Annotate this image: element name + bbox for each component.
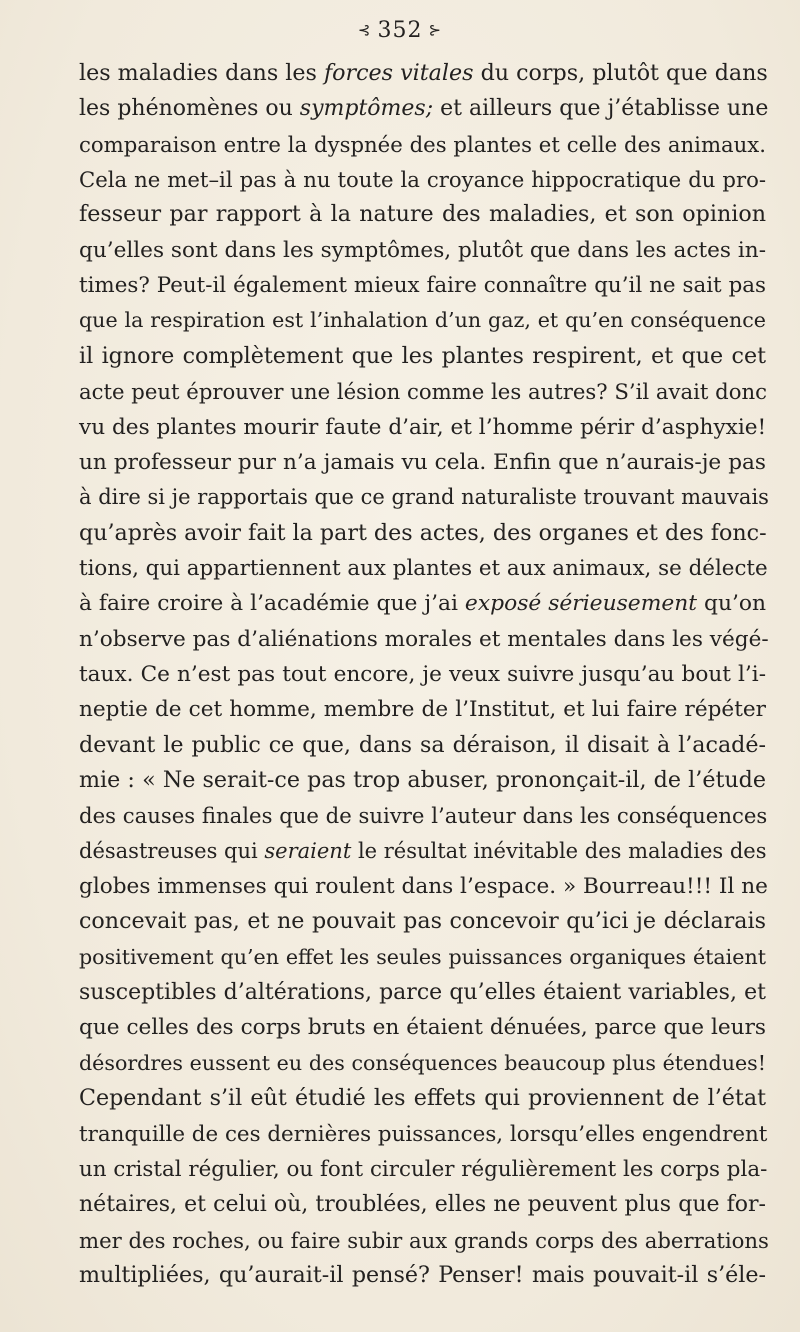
text-run: nétaires, et celui où, troublées, elles ne peuvent plus que for- — [79, 1192, 766, 1218]
text-line — [79, 91, 769, 126]
text-run: concevait pas, et ne pouvait pas concevoir qu’ici je déclarais — [79, 908, 766, 935]
text-run: neptie de cet homme, membre de l’Institut, et lui faire répéter — [79, 697, 766, 723]
italic-phrase: seraient — [264, 838, 352, 863]
text-line — [79, 940, 766, 975]
text-run: les maladies dans les — [79, 60, 324, 86]
text-run: du corps, plutôt que dans — [473, 60, 768, 86]
text-run: tranquille de ces dernières puissances, lorsqu’elles engendrent — [79, 1121, 768, 1147]
text-line — [79, 480, 769, 515]
text-line — [79, 516, 766, 551]
text-line — [79, 1081, 766, 1116]
text-run: taux. Ce n’est pas tout encore, je veux suivre jusqu’au bout l’i- — [79, 661, 766, 687]
text-run: que celles des corps bruts en étaient dénuées, parce que leurs — [79, 1015, 766, 1041]
text-line — [79, 1117, 766, 1152]
text-run: le résultat inévitable des maladies des — [351, 838, 767, 863]
text-run: un professeur pur n’a jamais vu cela. Enfin que n’aurais-je pas — [79, 449, 766, 475]
text-line — [79, 728, 766, 763]
text-line — [79, 1152, 766, 1187]
text-line — [79, 586, 766, 621]
text-run: tions, qui appartiennent aux plantes et aux animaux, se délecte — [79, 555, 768, 581]
text-line — [79, 197, 766, 232]
text-line — [79, 410, 766, 445]
page-number: 352 — [377, 18, 423, 43]
text-line — [79, 1258, 766, 1293]
text-line — [79, 339, 766, 374]
text-line — [79, 56, 766, 91]
text-run: vu des plantes mourir faute d’air, et l’homme périr d’asphyxie! — [79, 414, 767, 440]
text-run: susceptibles d’altérations, parce qu’elles étaient variables, et — [79, 980, 766, 1006]
text-line — [79, 233, 766, 268]
text-run: Cependant s’il eût étudié les effets qui proviennent de l’état — [79, 1085, 766, 1112]
text-run: les phénomènes ou — [79, 96, 300, 122]
text-run: et ailleurs que j’établisse une — [433, 96, 769, 122]
text-run: désastreuses qui — [79, 838, 265, 863]
text-line — [79, 551, 766, 586]
text-run: un cristal régulier, ou font circuler régulièrement les corps pla- — [79, 1156, 768, 1182]
text-run: qu’après avoir fait la part des actes, des organes et des fonc- — [79, 519, 767, 546]
text-line — [79, 268, 766, 303]
text-run: des causes finales que de suivre l’auteur dans les conséquences — [79, 803, 768, 829]
text-line — [79, 798, 766, 833]
text-line — [79, 162, 766, 197]
text-line — [79, 692, 766, 727]
italic-phrase: forces vitales — [323, 60, 474, 86]
italic-phrase: symptômes; — [299, 96, 434, 122]
text-run: comparaison entre la dyspnée des plantes et celle des animaux. — [79, 131, 766, 157]
text-run: n’observe pas d’aliénations morales et mentales dans les végé- — [79, 626, 769, 652]
text-line — [79, 1223, 769, 1258]
text-line — [79, 374, 766, 409]
text-run: il ignore complètement que les plantes respirent, et que cet — [79, 342, 766, 369]
italic-phrase: exposé sérieusement — [464, 591, 698, 617]
text-line — [79, 904, 766, 939]
text-run: acte peut éprouver une lésion comme les autres? S’il avait donc — [79, 379, 768, 405]
text-line — [79, 303, 766, 338]
text-line — [79, 1046, 766, 1081]
left-ornament-icon: ⊰ — [357, 21, 372, 39]
text-line — [79, 1010, 766, 1045]
text-line — [79, 1187, 766, 1222]
text-run: fesseur par rapport à la nature des maladies, et son opinion — [79, 201, 766, 228]
text-line — [79, 445, 766, 480]
text-line — [79, 127, 766, 162]
text-run: globes immenses qui roulent dans l’espace. » Bourreau!!! Il ne — [79, 874, 768, 900]
text-run: que la respiration est l’inhalation d’un gaz, et qu’en conséquence — [79, 308, 766, 333]
text-line — [79, 622, 769, 657]
text-run: positivement qu’en effet les seules puissances organiques étaient — [79, 944, 766, 969]
text-run: à dire si je rapportais que ce grand naturaliste trouvant mauvais — [79, 485, 769, 510]
text-line — [79, 869, 766, 904]
text-run: multipliées, qu’aurait-il pensé? Penser! mais pouvait-il s’éle- — [79, 1261, 766, 1288]
text-run: qu’elles sont dans les symptômes, plutôt que dans les actes in- — [79, 237, 766, 263]
text-run: qu’on — [697, 591, 767, 617]
text-run: devant le public ce que, dans sa déraison, il disait à l’acadé- — [79, 731, 766, 758]
text-line — [79, 975, 766, 1010]
text-run: Cela ne met–il pas à nu toute la croyance hippocratique du pro- — [79, 167, 766, 193]
text-run: désordres eussent eu des conséquences beaucoup plus étendues! — [79, 1050, 766, 1075]
page-header — [0, 8, 800, 53]
text-run: mie : « Ne serait-ce pas trop abuser, prononçait-il, de l’étude — [79, 767, 766, 793]
right-ornament-icon: ⊱ — [428, 21, 443, 39]
text-line — [79, 657, 766, 692]
text-run: à faire croire à l’académie que j’ai — [79, 591, 465, 617]
text-line — [79, 834, 766, 869]
text-run: mer des roches, ou faire subir aux grands corps des aberrations — [79, 1227, 769, 1253]
text-run: times? Peut-il également mieux faire connaître qu’il ne sait pas — [79, 273, 766, 299]
text-line — [79, 763, 766, 798]
